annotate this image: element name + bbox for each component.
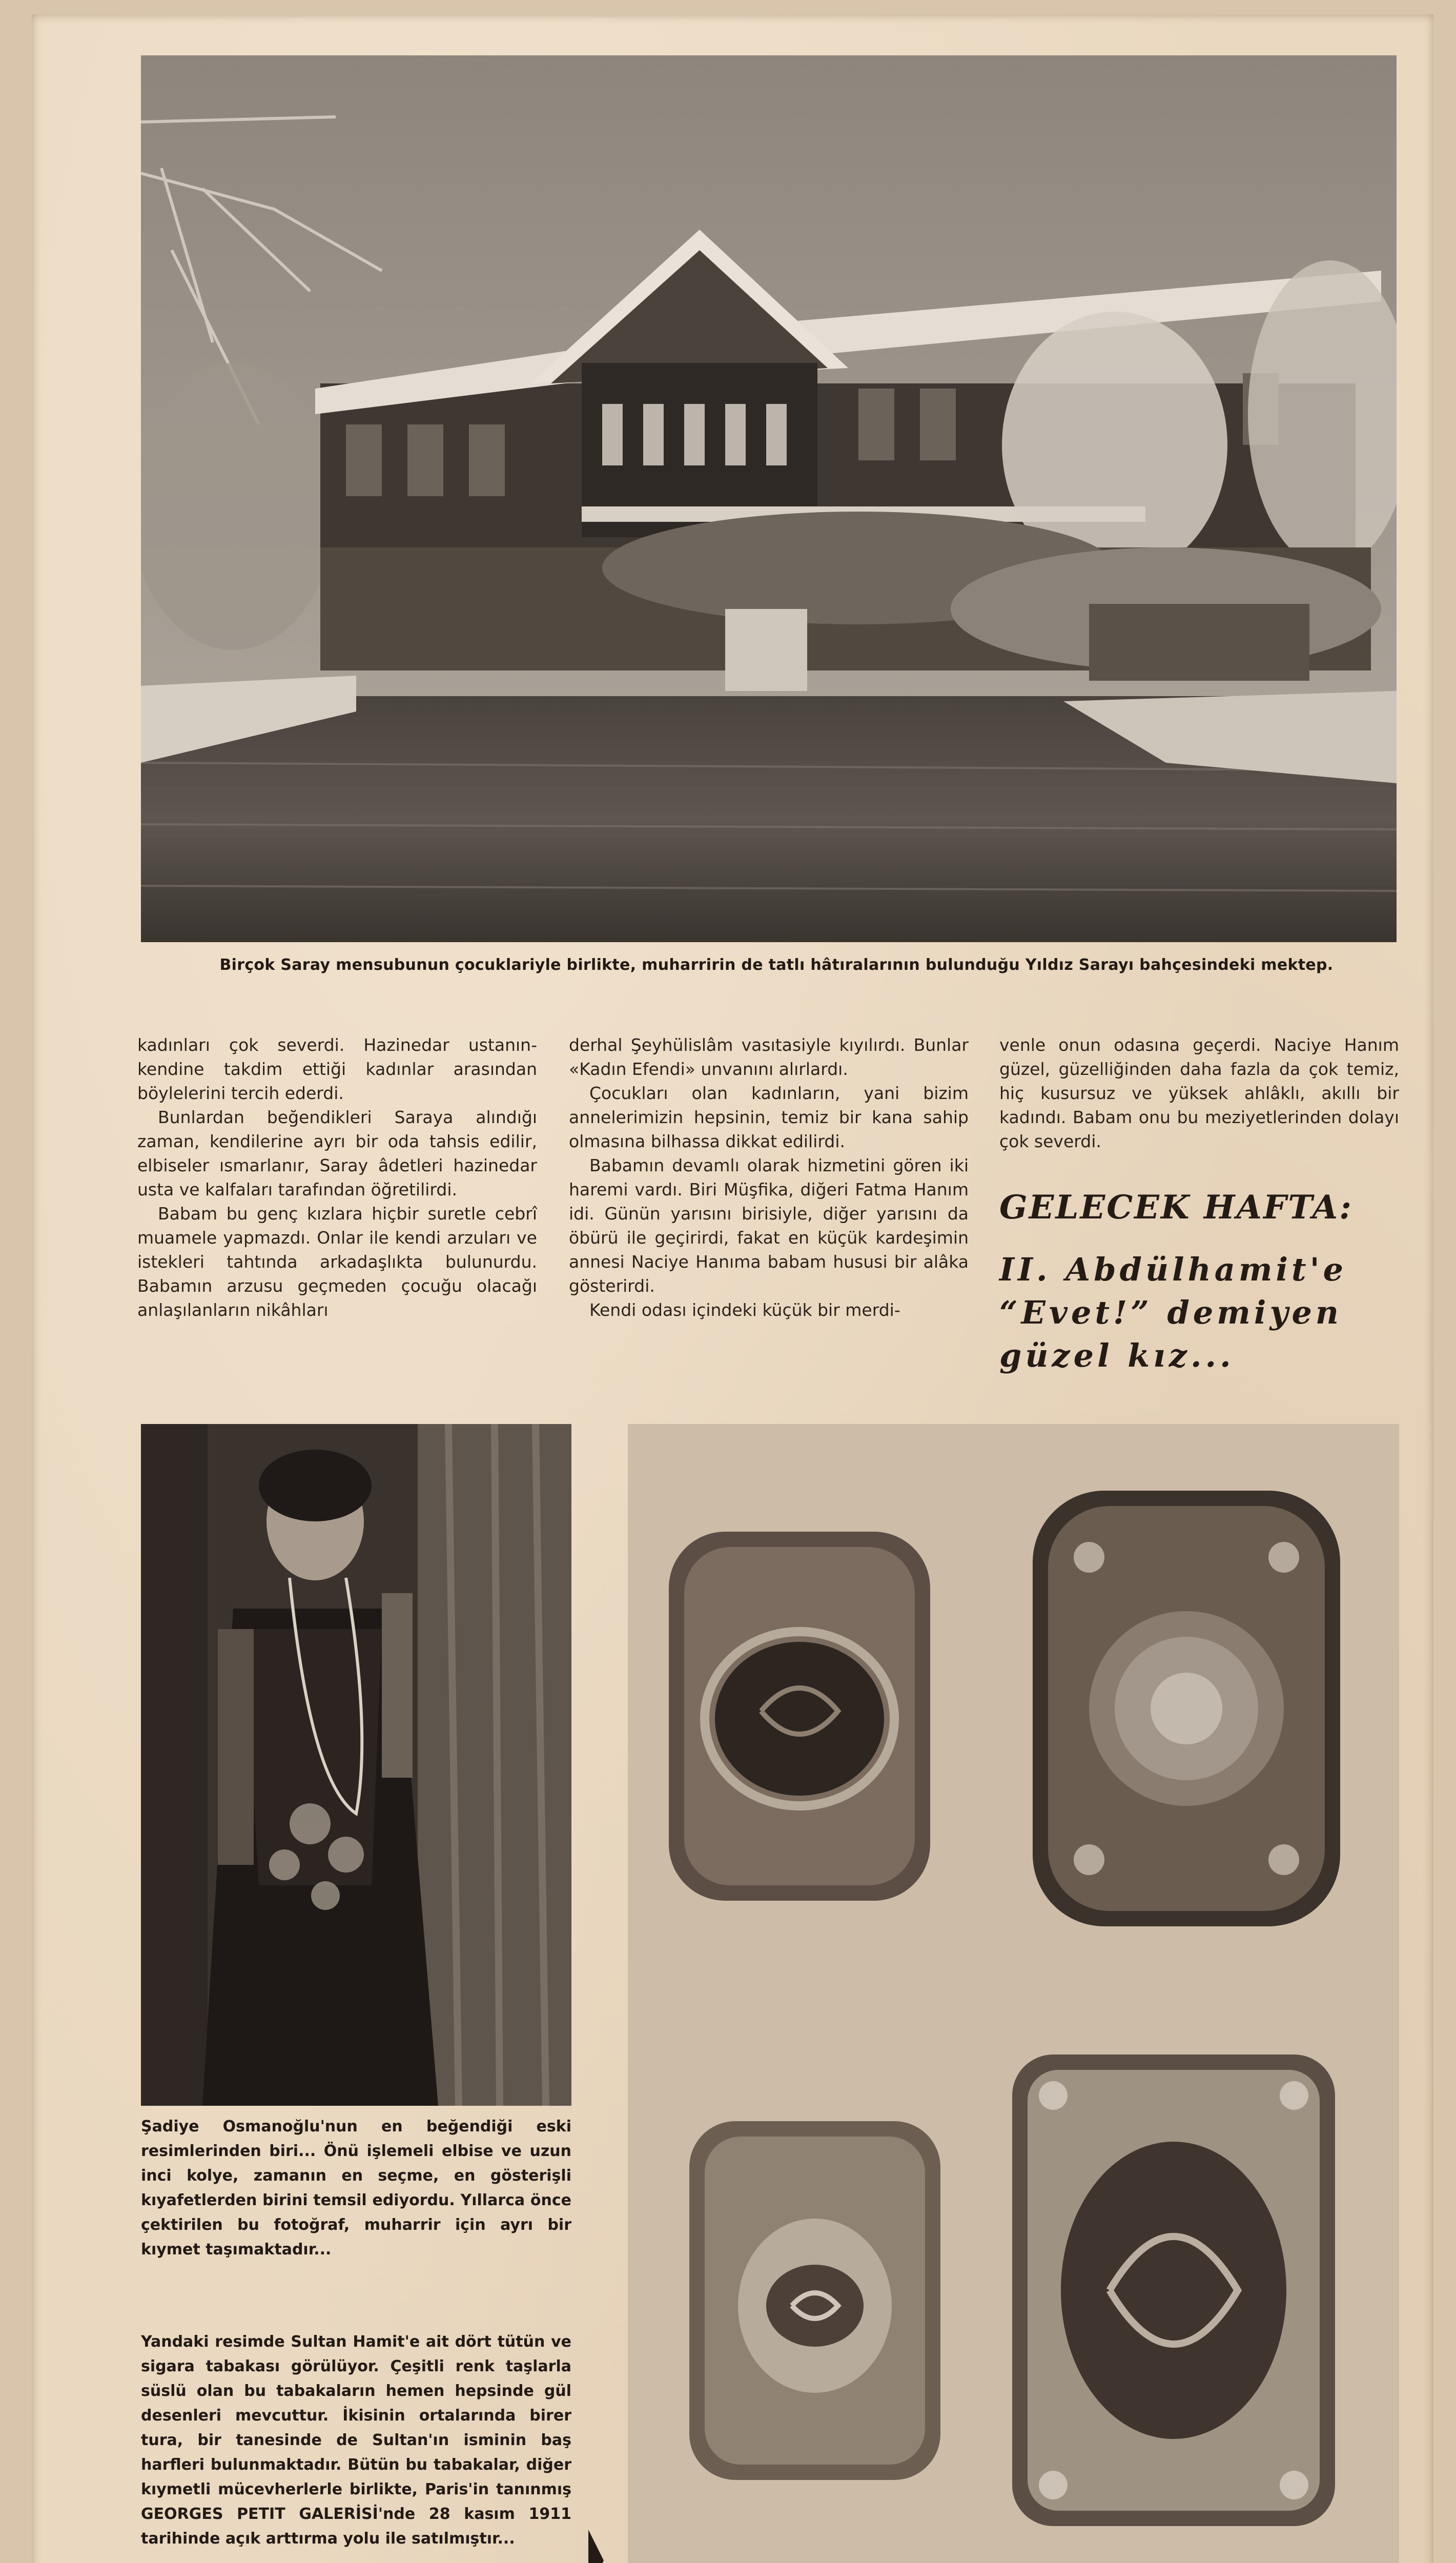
article-column-3 — [999, 1033, 1399, 1153]
tobacco-boxes-caption: Yandaki resimde Sultan Hamit'e ait dört tütün ve sigara tabakası görülüyor. Çeşitli renk taşlarla süslü olan bu tabakaların hemen hepsinde gül desenleri mevcuttur. İkisinin ortalarında birer tura, bir tanesinde de Sultan'ın isminin baş harfleri bulunmaktadır. Bütün bu tabakalar, diğer kıymetli mücevherlerle birlikte, Paris'in tanınmış GEORGES PETIT GALERİSİ'nde 28 kasım 1911 tarihinde açık arttırma yolu ile satılmıştır... — [141, 2333, 571, 2548]
next-week-title-line: “Evet!” demiyen — [999, 1294, 1342, 1331]
next-week-title-line: güzel kız... — [999, 1337, 1235, 1374]
tobacco-box-1 — [669, 1532, 930, 1901]
yildiz-palace-photo — [141, 55, 1397, 942]
next-week-label: GELECEK HAFTA: — [999, 1188, 1353, 1227]
article-paragraph: venle onun odasına geçerdi. Naciye Hanım güzel, güzelliğinden daha fazla da çok temiz, hiç kusursuz ve yüksek ahlâklı, akıllı bir kadındı. Babam onu bu meziyetlerinden dolayı çok severdi. — [999, 1035, 1399, 1151]
next-week-title-line: II. Abdülhamit'e — [999, 1251, 1347, 1288]
article-paragraph: Çocukları olan kadınların, yani bizim annelerimizin hepsinin, temiz bir kana sahip olmasına bilhassa dikkat edilirdi. — [569, 1083, 969, 1151]
tobacco-boxes-photo — [628, 1424, 1399, 2563]
article-paragraph: Babam bu genç kızlara hiçbir suretle cebrî muamele yapmazdı. Onlar ile kendi arzuları ve istekleri tahtında arkadaşlıkta bulunurdu. Babamın arzusu geçmeden çocuğu olacağı anlaşılanların nikâhları — [137, 1204, 537, 1320]
tobacco-box-2 — [1033, 1491, 1340, 1926]
top-photo-caption: Birçok Saray mensubunun çocuklariyle birlikte, muharririn de tatlı hâtıralarının bulunduğu Yıldız Sarayı bahçesindeki mektep. — [219, 956, 1334, 974]
article-column-1 — [137, 1033, 537, 1322]
article-paragraph: Kendi odası içindeki küçük bir merdi- — [589, 1300, 900, 1320]
tobacco-box-4 — [1012, 2055, 1335, 2526]
article-paragraph: kadınları çok severdi. Hazinedar ustanın-kendine takdim ettiği kadınlar arasından böylelerini tercih ederdi. — [137, 1035, 537, 1103]
portrait-caption: Şadiye Osmanoğlu'nun en beğendiği eski resimlerinden biri... Önü işlemeli elbise ve uzun inci kolye, zamanın en seçme, en gösterişli kıyafetlerden birini temsil ediyordu. Yıllarca önce çektirilen bu fotoğraf, muharrir için ayrı bir kıymet taşımaktadır... — [141, 2118, 571, 2259]
next-week-title — [999, 1248, 1404, 1377]
sadiye-osmanoglu-portrait — [141, 1424, 571, 2106]
article-paragraph: derhal Şeyhülislâm vasıtasiyle kıyılırdı. Bunlar «Kadın Efendi» unvanını alırlardı. — [569, 1035, 969, 1079]
article-column-2 — [569, 1033, 969, 1322]
tobacco-box-3 — [689, 2121, 940, 2480]
article-paragraph: Babamın devamlı olarak hizmetini gören iki haremi vardı. Biri Müşfika, diğeri Fatma Hanım idi. Günün yarısını birisiyle, diğer yarısını da öbürü ile geçirirdi, fakat en küçük kardeşimin annesi Naciye Hanıma babam hususi bir alâka gösterirdi. — [569, 1155, 969, 1296]
pointer-arrow-icon — [588, 2530, 604, 2563]
article-paragraph: Bunlardan beğendikleri Saraya alındığı zaman, kendilerine ayrı bir oda tahsis edilir, elbiseler ısmarlanır, Saray âdetleri hazinedar usta ve kalfaları tarafından öğretilirdi. — [137, 1107, 537, 1199]
